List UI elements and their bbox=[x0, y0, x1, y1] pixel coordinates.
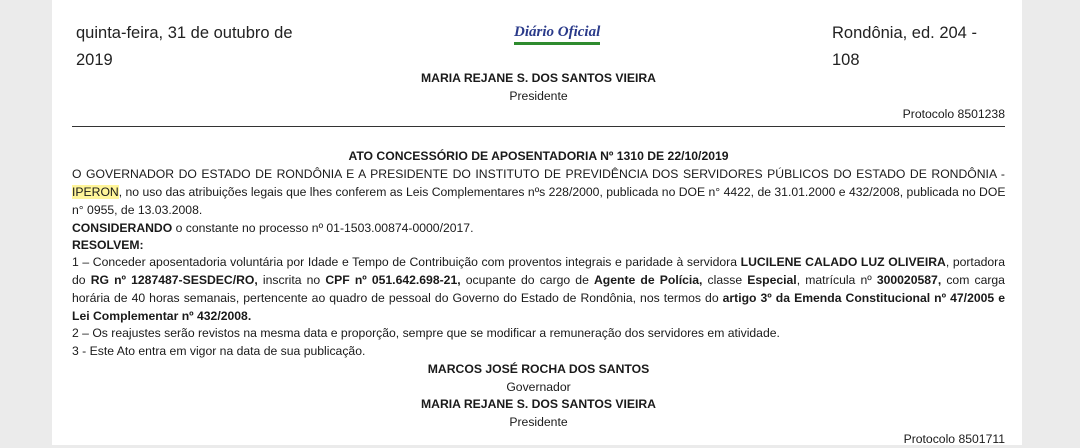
header-date-line1: quinta-feira, 31 de outubro de bbox=[76, 24, 293, 42]
legal-basis: artigo 3º da Emenda Constitucional nº 47/2005 e bbox=[722, 291, 1005, 305]
registration-number: 300020587, bbox=[876, 273, 942, 287]
section-divider bbox=[72, 126, 1005, 127]
act-title: ATO CONCESSÓRIO DE APOSENTADORIA Nº 1310 DE 22/10/2019 bbox=[348, 149, 729, 163]
protocol-number-bottom: Protocolo 8501711 bbox=[903, 432, 1005, 446]
protocol-number: Protocolo 8501238 bbox=[902, 107, 1005, 121]
header-date-line2: 2019 bbox=[76, 51, 113, 69]
item1-text: , matrícula nº bbox=[796, 273, 877, 287]
signatory-role: Presidente bbox=[509, 89, 568, 103]
considerando-paragraph bbox=[72, 219, 1005, 237]
act-intro-line2-rest: , no uso das atribuições legais que lhes conferem as Leis Complementares nºs 228/2000, publicada no DOE n° 4422, de 31.01.2000 e 432/2008, publicada no DOE bbox=[118, 185, 1006, 199]
signatory-name: MARIA REJANE S. DOS SANTOS VIEIRA bbox=[421, 71, 656, 85]
resolvem-label: RESOLVEM: bbox=[72, 238, 144, 252]
rg-number: RG nº 1287487-SESDEC/RO, bbox=[90, 273, 258, 287]
item1-line2 bbox=[72, 271, 1005, 289]
considerando-text: o constante no processo nº 01-1503.00874-0000/2017. bbox=[172, 221, 474, 235]
item1-text: com carga bbox=[941, 273, 1005, 287]
president-name: MARIA REJANE S. DOS SANTOS VIEIRA bbox=[421, 397, 656, 411]
item1-text: do bbox=[72, 273, 91, 287]
item1-line4: Lei Complementar nº 432/2008. bbox=[72, 309, 252, 323]
gazette-logo-title: Diário Oficial bbox=[514, 24, 600, 45]
header-edition-line1: Rondônia, ed. 204 - bbox=[832, 24, 977, 42]
document-page bbox=[52, 0, 1022, 445]
header-date bbox=[76, 20, 293, 74]
item1-text: inscrita no bbox=[257, 273, 326, 287]
item1-text: classe bbox=[702, 273, 748, 287]
item2-paragraph: 2 – Os reajustes serão revistos na mesma data e proporção, sempre que se modificar a remuneração dos servidores em atividade. bbox=[72, 326, 780, 340]
job-class: Especial bbox=[747, 273, 797, 287]
governor-role: Governador bbox=[506, 380, 571, 394]
item3-paragraph: 3 - Este Ato entra em vigor na data de sua publicação. bbox=[72, 344, 366, 358]
act-intro-line2 bbox=[72, 183, 1005, 201]
highlighted-term: IPERON bbox=[72, 185, 119, 199]
job-title: Agente de Polícia, bbox=[593, 273, 703, 287]
servant-name: LUCILENE CALADO LUZ OLIVEIRA bbox=[740, 255, 946, 269]
item1-line3 bbox=[72, 289, 1005, 307]
considerando-label: CONSIDERANDO bbox=[72, 221, 173, 235]
governor-name: MARCOS JOSÉ ROCHA DOS SANTOS bbox=[427, 362, 650, 376]
cpf-number: CPF nº 051.642.698-21, bbox=[325, 273, 461, 287]
act-intro-line1: O GOVERNADOR DO ESTADO DE RONDÔNIA E A PRESIDENTE DO INSTITUTO DE PREVIDÊNCIA DOS SERVIDORES PÚBLICOS DO ESTADO DE RONDÔNIA - bbox=[72, 167, 1005, 181]
item1-text: 1 – Conceder aposentadoria voluntária por Idade e Tempo de Contribuição com proventos integrais e paridade à servidora bbox=[72, 255, 741, 269]
item1-text: ocupante do cargo de bbox=[460, 273, 594, 287]
header-edition bbox=[832, 20, 977, 74]
president-role: Presidente bbox=[509, 415, 568, 429]
header-edition-line2: 108 bbox=[832, 51, 860, 69]
act-intro-line3: n° 0955, de 13.03.2008. bbox=[72, 203, 203, 217]
item1-text: horária de 40 horas semanais, pertencente ao quadro de pessoal do Governo do Estado de Rondônia, nos termos do bbox=[72, 291, 723, 305]
item1-text: , portadora bbox=[945, 255, 1005, 269]
item1-line1 bbox=[72, 253, 1005, 271]
